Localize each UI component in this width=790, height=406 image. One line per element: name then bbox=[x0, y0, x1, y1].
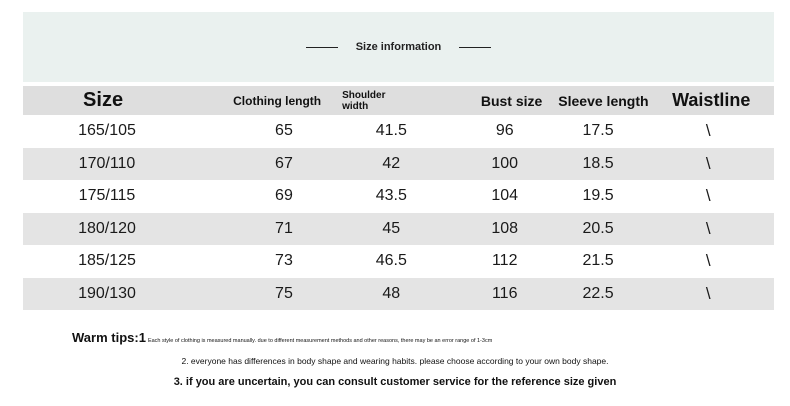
cell-bust: 116 bbox=[491, 284, 518, 302]
cell-size: 185/125 bbox=[78, 252, 136, 270]
table-row bbox=[23, 245, 774, 278]
table-row bbox=[23, 148, 774, 181]
table-header-row bbox=[23, 86, 774, 115]
cell-sleeve: 18.5 bbox=[582, 154, 614, 172]
cell-waist: \ bbox=[705, 153, 711, 173]
cell-sleeve: 17.5 bbox=[582, 122, 614, 140]
cell-size: 170/110 bbox=[78, 154, 136, 172]
tip-1 bbox=[72, 330, 492, 345]
header-shoulder-line2: width bbox=[342, 100, 369, 112]
cell-bust: 104 bbox=[491, 187, 519, 205]
warm-tips-label: Warm tips: bbox=[72, 330, 139, 345]
cell-waist: \ bbox=[705, 121, 711, 141]
cell-size: 165/105 bbox=[78, 122, 136, 140]
cell-bust: 96 bbox=[495, 122, 514, 140]
cell-shoulder: 42 bbox=[382, 154, 401, 172]
title-rule-right bbox=[459, 47, 491, 48]
cell-length: 71 bbox=[275, 219, 293, 237]
tip-2: 2. everyone has differences in body shape and wearing habits. please choose according to your own body shape. bbox=[181, 356, 609, 366]
cell-waist: \ bbox=[705, 186, 711, 206]
cell-bust: 112 bbox=[491, 252, 518, 270]
table-row bbox=[23, 278, 774, 311]
cell-length: 67 bbox=[275, 154, 293, 172]
cell-shoulder: 46.5 bbox=[375, 252, 407, 270]
cell-size: 175/115 bbox=[78, 187, 136, 205]
cell-waist: \ bbox=[705, 283, 711, 303]
cell-sleeve: 21.5 bbox=[582, 252, 614, 270]
cell-waist: \ bbox=[705, 218, 711, 238]
cell-length: 75 bbox=[275, 284, 293, 302]
tip-3: 3. if you are uncertain, you can consult customer service for the reference size given bbox=[173, 376, 617, 388]
header-sleeve-length: Sleeve length bbox=[558, 92, 649, 109]
size-table bbox=[23, 86, 774, 310]
size-info-banner bbox=[23, 12, 774, 82]
header-shoulder-width bbox=[321, 90, 465, 112]
banner-title: Size information bbox=[355, 41, 442, 53]
cell-bust: 108 bbox=[491, 219, 519, 237]
cell-sleeve: 19.5 bbox=[582, 187, 614, 205]
table-row bbox=[23, 115, 774, 148]
header-size: Size bbox=[83, 89, 124, 111]
cell-shoulder: 48 bbox=[382, 284, 401, 302]
header-bust-size: Bust size bbox=[480, 92, 543, 109]
tip-1-number: 1 bbox=[138, 330, 146, 345]
tip-1-text: Each style of clothing is measured manually. due to different measurement methods and other reasons, there may be an error range of 1-3cm bbox=[147, 338, 493, 344]
cell-shoulder: 45 bbox=[382, 219, 401, 237]
title-rule-left bbox=[306, 47, 338, 48]
cell-bust: 100 bbox=[491, 154, 519, 172]
cell-size: 180/120 bbox=[78, 219, 136, 237]
cell-size: 190/130 bbox=[78, 284, 136, 302]
cell-length: 69 bbox=[275, 187, 293, 205]
cell-length: 73 bbox=[275, 252, 293, 270]
cell-sleeve: 20.5 bbox=[582, 219, 614, 237]
cell-length: 65 bbox=[275, 122, 293, 140]
header-clothing-length: Clothing length bbox=[233, 93, 322, 108]
table-row bbox=[23, 180, 774, 213]
table-row bbox=[23, 213, 774, 246]
cell-shoulder: 43.5 bbox=[375, 187, 407, 205]
cell-waist: \ bbox=[705, 251, 711, 271]
cell-shoulder: 41.5 bbox=[375, 122, 407, 140]
cell-sleeve: 22.5 bbox=[582, 284, 614, 302]
header-waistline: Waistline bbox=[672, 90, 751, 110]
header-shoulder-line1: Shoulder bbox=[342, 89, 386, 101]
